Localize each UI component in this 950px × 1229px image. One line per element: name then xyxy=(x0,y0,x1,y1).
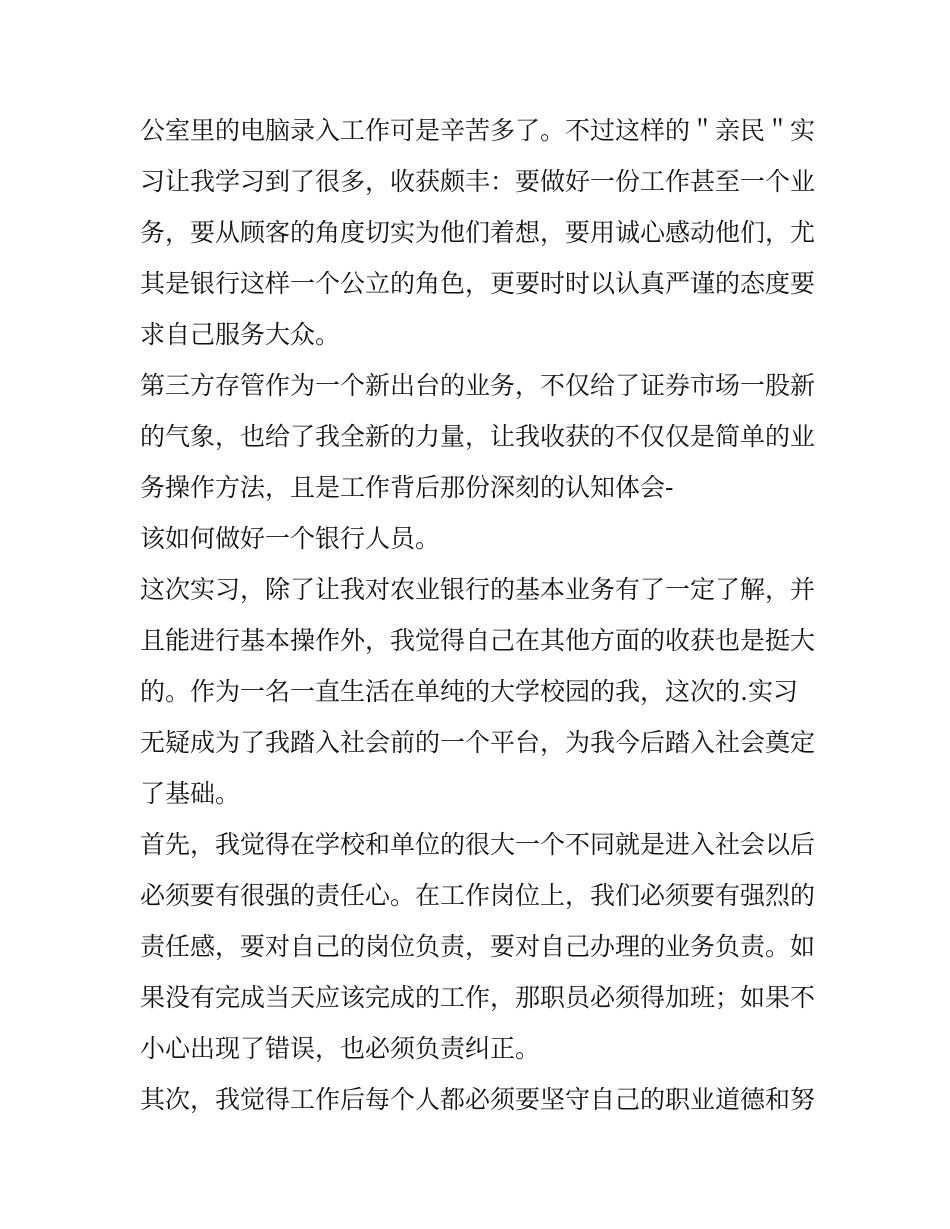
text-line: 务操作方法，且是工作背后那份深刻的认知体会- xyxy=(140,473,674,502)
text-line: 求自己服务大众。 xyxy=(140,320,341,349)
text-line: 的气象，也给了我全新的力量，让我收获的不仅仅是简单的业 xyxy=(140,422,816,451)
text-line: 公室里的电脑录入工作可是辛苦多了。不过这样的＂亲民＂实 xyxy=(140,116,816,145)
text-line: 其是银行这样一个公立的角色，更要时时以认真严谨的态度要 xyxy=(140,269,816,298)
text-line: 这次实习，除了让我对农业银行的基本业务有了一定了解，并 xyxy=(140,575,816,604)
text-line: 第三方存管作为一个新出台的业务，不仅给了证券市场一股新 xyxy=(140,371,816,400)
text-line: 务，要从顾客的角度切实为他们着想，要用诚心感动他们，尤 xyxy=(140,218,816,247)
text-line: 了基础。 xyxy=(140,779,241,808)
document-body xyxy=(140,105,820,1125)
text-line: 该如何做好一个银行人员。 xyxy=(140,524,441,553)
text-line: 必须要有很强的责任心。在工作岗位上，我们必须要有强烈的 xyxy=(140,881,816,910)
text-line: 小心出现了错误，也必须负责纠正。 xyxy=(140,1034,541,1063)
text-line: 果没有完成当天应该完成的工作，那职员必须得加班；如果不 xyxy=(140,983,816,1012)
text-line: 责任感，要对自己的岗位负责，要对自己办理的业务负责。如 xyxy=(140,932,816,961)
text-line: 的。作为一名一直生活在单纯的大学校园的我，这次的.实习 xyxy=(140,677,798,706)
text-line: 习让我学习到了很多，收获颇丰：要做好一份工作甚至一个业 xyxy=(140,167,816,196)
text-line: 无疑成为了我踏入社会前的一个平台，为我今后踏入社会奠定 xyxy=(140,728,816,757)
text-line: 首先，我觉得在学校和单位的很大一个不同就是进入社会以后 xyxy=(140,830,816,859)
text-line: 且能进行基本操作外，我觉得自己在其他方面的收获也是挺大 xyxy=(140,626,816,655)
text-line: 其次，我觉得工作后每个人都必须要坚守自己的职业道德和努 xyxy=(140,1085,816,1114)
